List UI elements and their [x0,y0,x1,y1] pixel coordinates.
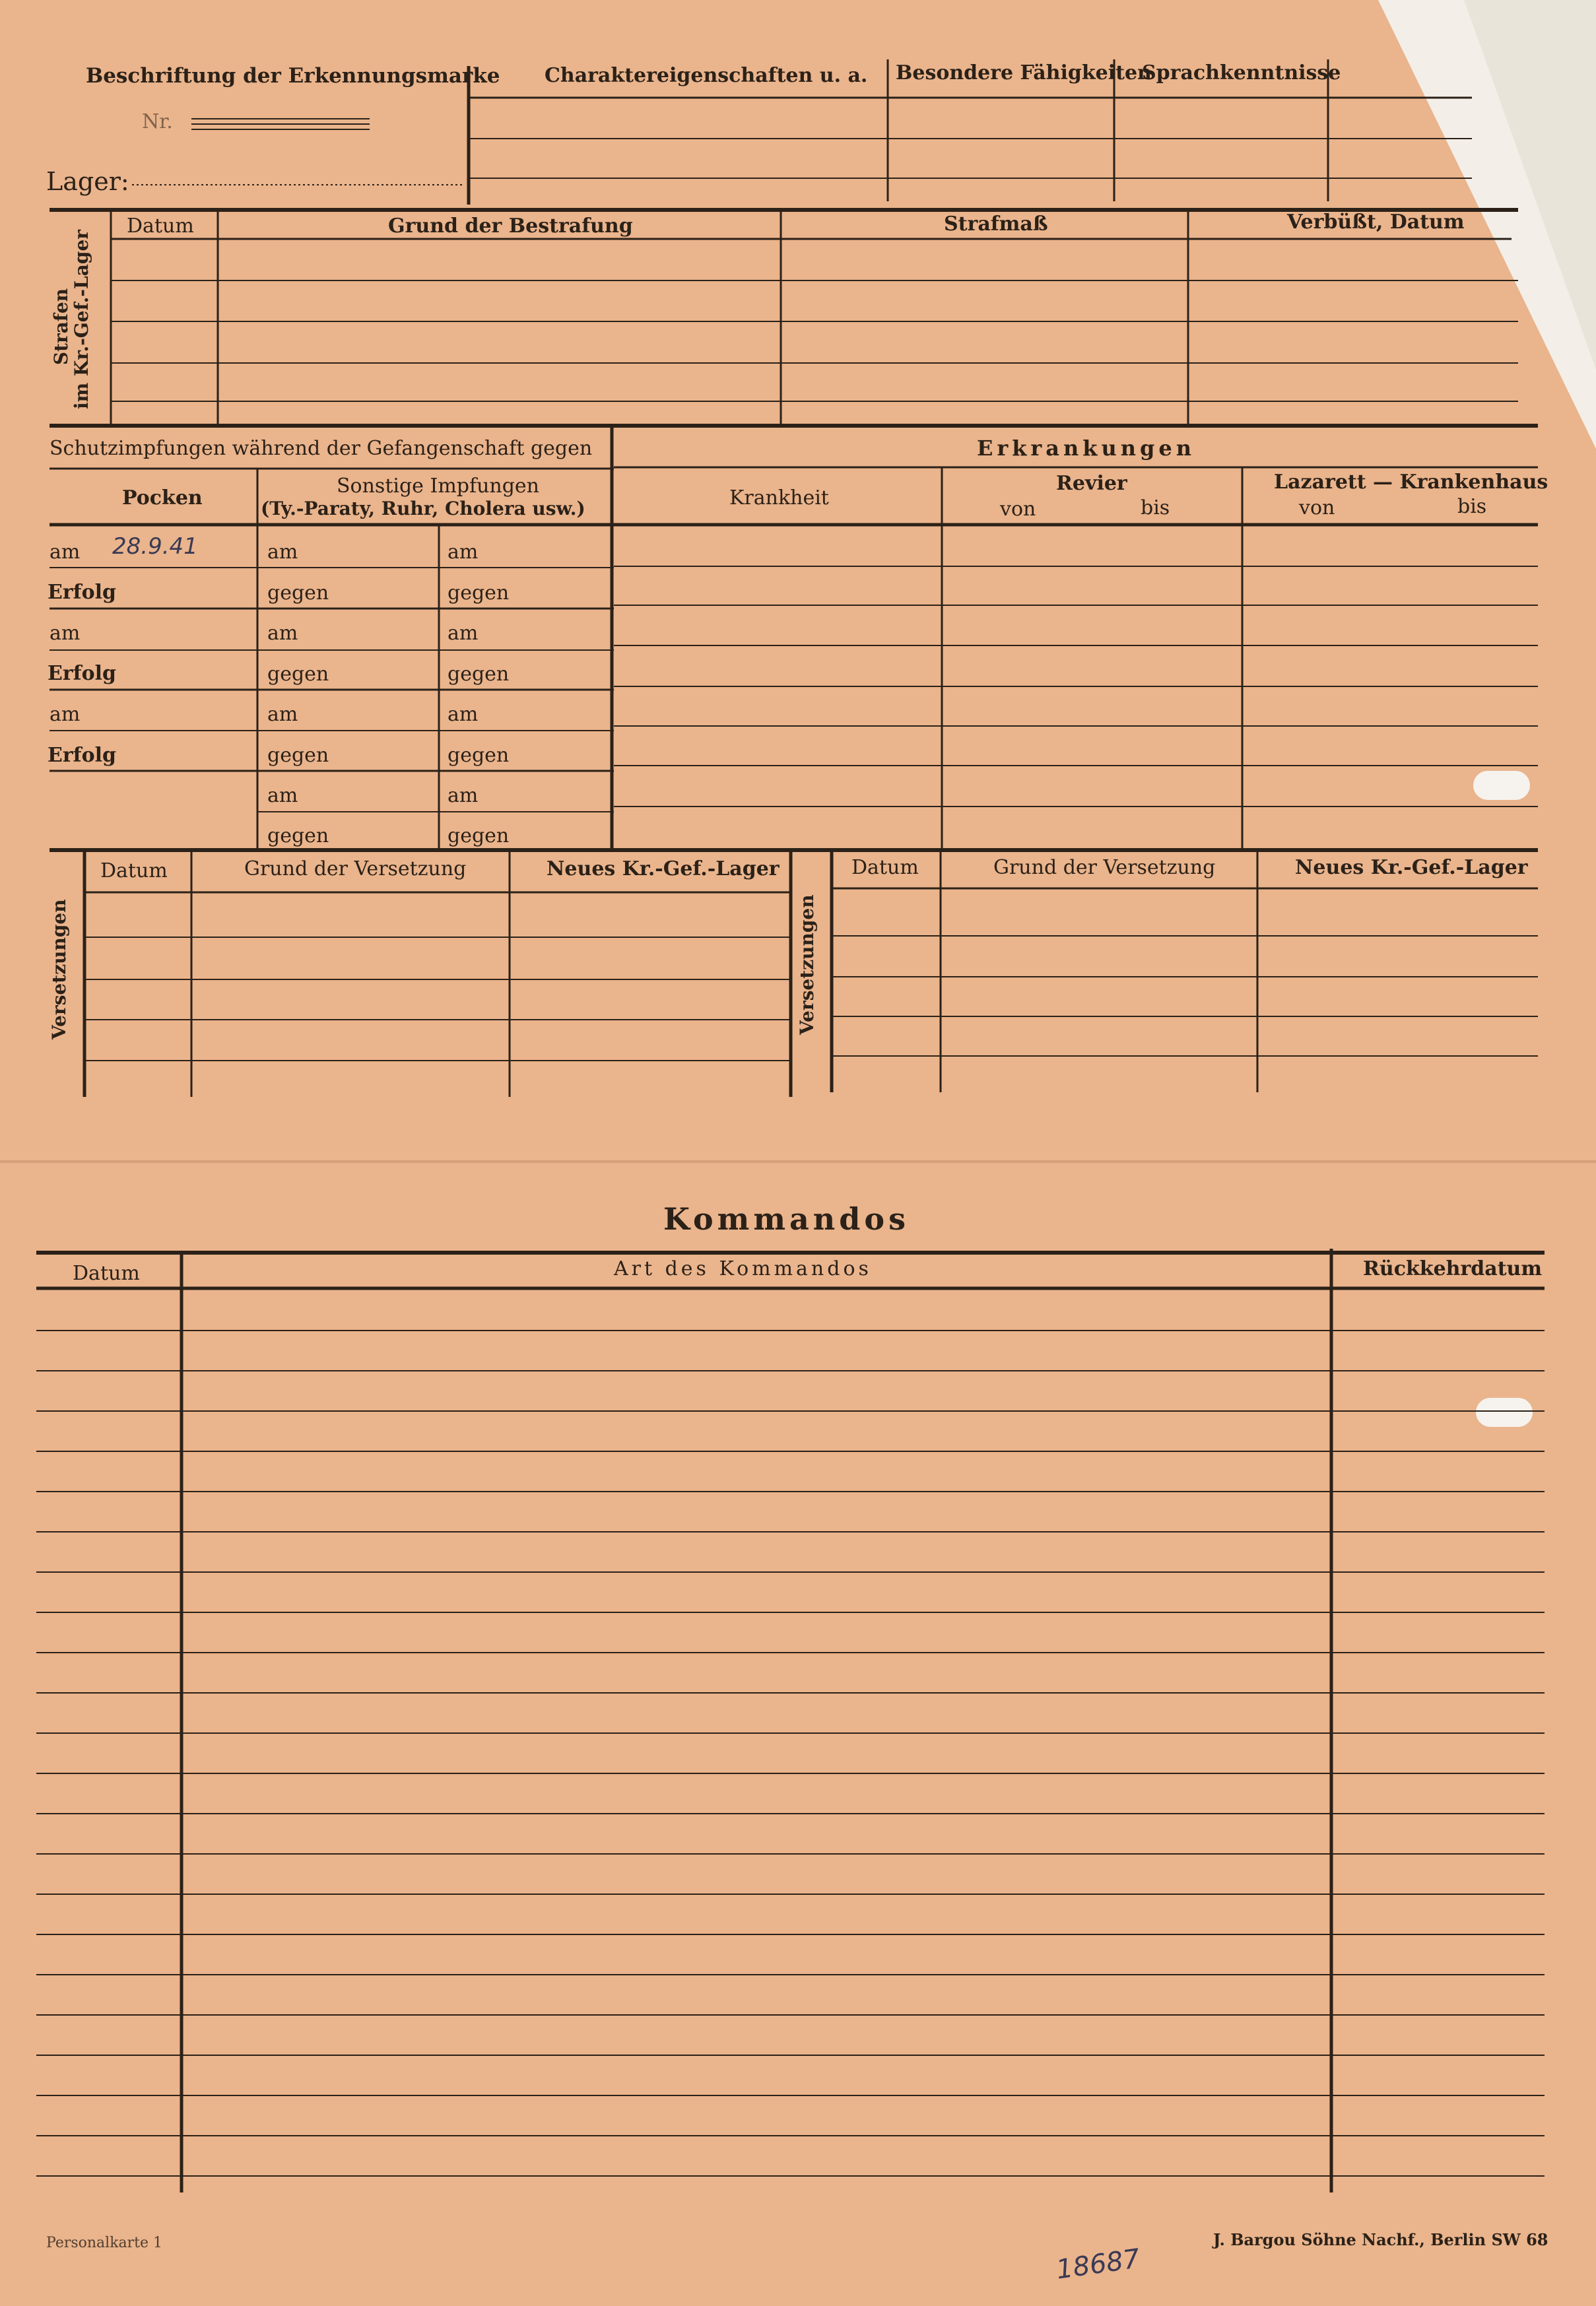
other-gegen-2b: gegen [448,663,510,686]
impfungen-title: Schutzimpfungen während der Gefangenschaft gegen [50,437,593,460]
strafen-side-label [50,229,92,409]
versetzung-col-camp-right: Neues Kr.-Gef.-Lager [1295,856,1528,879]
other-gegen-3a: gegen [267,744,329,767]
strafen-col-served: Verbüßt, Datum [1287,211,1465,234]
handwritten-archive-number: 18687 [1054,2243,1142,2286]
tag-nr-label: Nr. [142,110,173,133]
col-illness: Krankheit [729,486,829,510]
other-am-2b: am [448,622,479,645]
pocken-erfolg-2: Erfolg [48,662,116,685]
pocken-am-3: am [50,703,81,726]
lazarett-bis: bis [1457,495,1487,518]
revier-von: von [1000,498,1036,521]
strafen-col-penalty: Strafmaß [944,213,1048,236]
col-languages: Sprachkenntnisse [1142,61,1341,84]
kommandos-col-return: Rückkehrdatum [1363,1257,1543,1280]
versetzungen-side-label-right: Versetzungen [796,894,818,1035]
pocken-am-1: am [50,541,81,564]
col-character: Charaktereigenschaften u. a. [545,64,868,87]
versetzung-col-camp-left: Neues Kr.-Gef.-Lager [547,857,780,880]
col-pocken: Pocken [122,486,203,510]
other-gegen-2a: gegen [267,663,329,686]
tag-label: Beschriftung der Erkennungsmarke [86,64,500,88]
strafen-side-label-2: im Kr.-Gef.-Lager [70,229,92,409]
printer-imprint: J. Bargou Söhne Nachf., Berlin SW 68 [1213,2230,1548,2249]
revier-bis: bis [1141,496,1170,519]
other-gegen-4a: gegen [267,824,329,847]
versetzung-col-reason-right: Grund der Versetzung [993,856,1216,879]
col-other-vaccines-note: (Ty.-Paraty, Ruhr, Cholera usw.) [261,498,585,519]
versetzung-col-date-right: Datum [851,856,919,879]
other-am-2a: am [267,622,298,645]
other-am-1b: am [448,541,479,564]
lager-label: Lager: [46,167,129,196]
kommandos-title: Kommandos [663,1201,910,1237]
col-other-vaccines: Sonstige Impfungen [337,475,540,498]
versetzung-col-date-left: Datum [100,859,168,882]
other-gegen-1b: gegen [448,581,510,605]
pocken-erfolg-1: Erfolg [48,581,116,604]
other-am-4a: am [267,784,298,807]
col-abilities: Besondere Fähigkeiten [896,61,1152,84]
handwritten-vaccination-date: 28.9.41 [112,533,198,560]
other-am-1a: am [267,541,298,564]
other-am-3a: am [267,703,298,726]
col-lazarett: Lazarett — Krankenhaus [1274,471,1548,494]
erkrankungen-title: Erkrankungen [977,436,1195,461]
lazarett-von: von [1299,496,1335,519]
strafen-col-reason: Grund der Bestrafung [388,214,633,238]
form-name: Personalkarte 1 [46,2235,163,2251]
pocken-am-2: am [50,622,81,645]
strafen-col-date: Datum [127,214,194,238]
other-gegen-4b: gegen [448,824,510,847]
pocken-erfolg-3: Erfolg [48,744,116,767]
other-gegen-3b: gegen [448,744,510,767]
versetzungen-side-label-left: Versetzungen [48,899,70,1039]
kommandos-col-date: Datum [73,1262,140,1285]
versetzung-col-reason-left: Grund der Versetzung [244,857,467,880]
other-am-3b: am [448,703,479,726]
col-revier: Revier [1056,472,1127,495]
strafen-side-label-1: Strafen [50,288,72,366]
kommandos-col-type: Art des Kommandos [614,1257,872,1280]
other-gegen-1a: gegen [267,581,329,605]
other-am-4b: am [448,784,479,807]
